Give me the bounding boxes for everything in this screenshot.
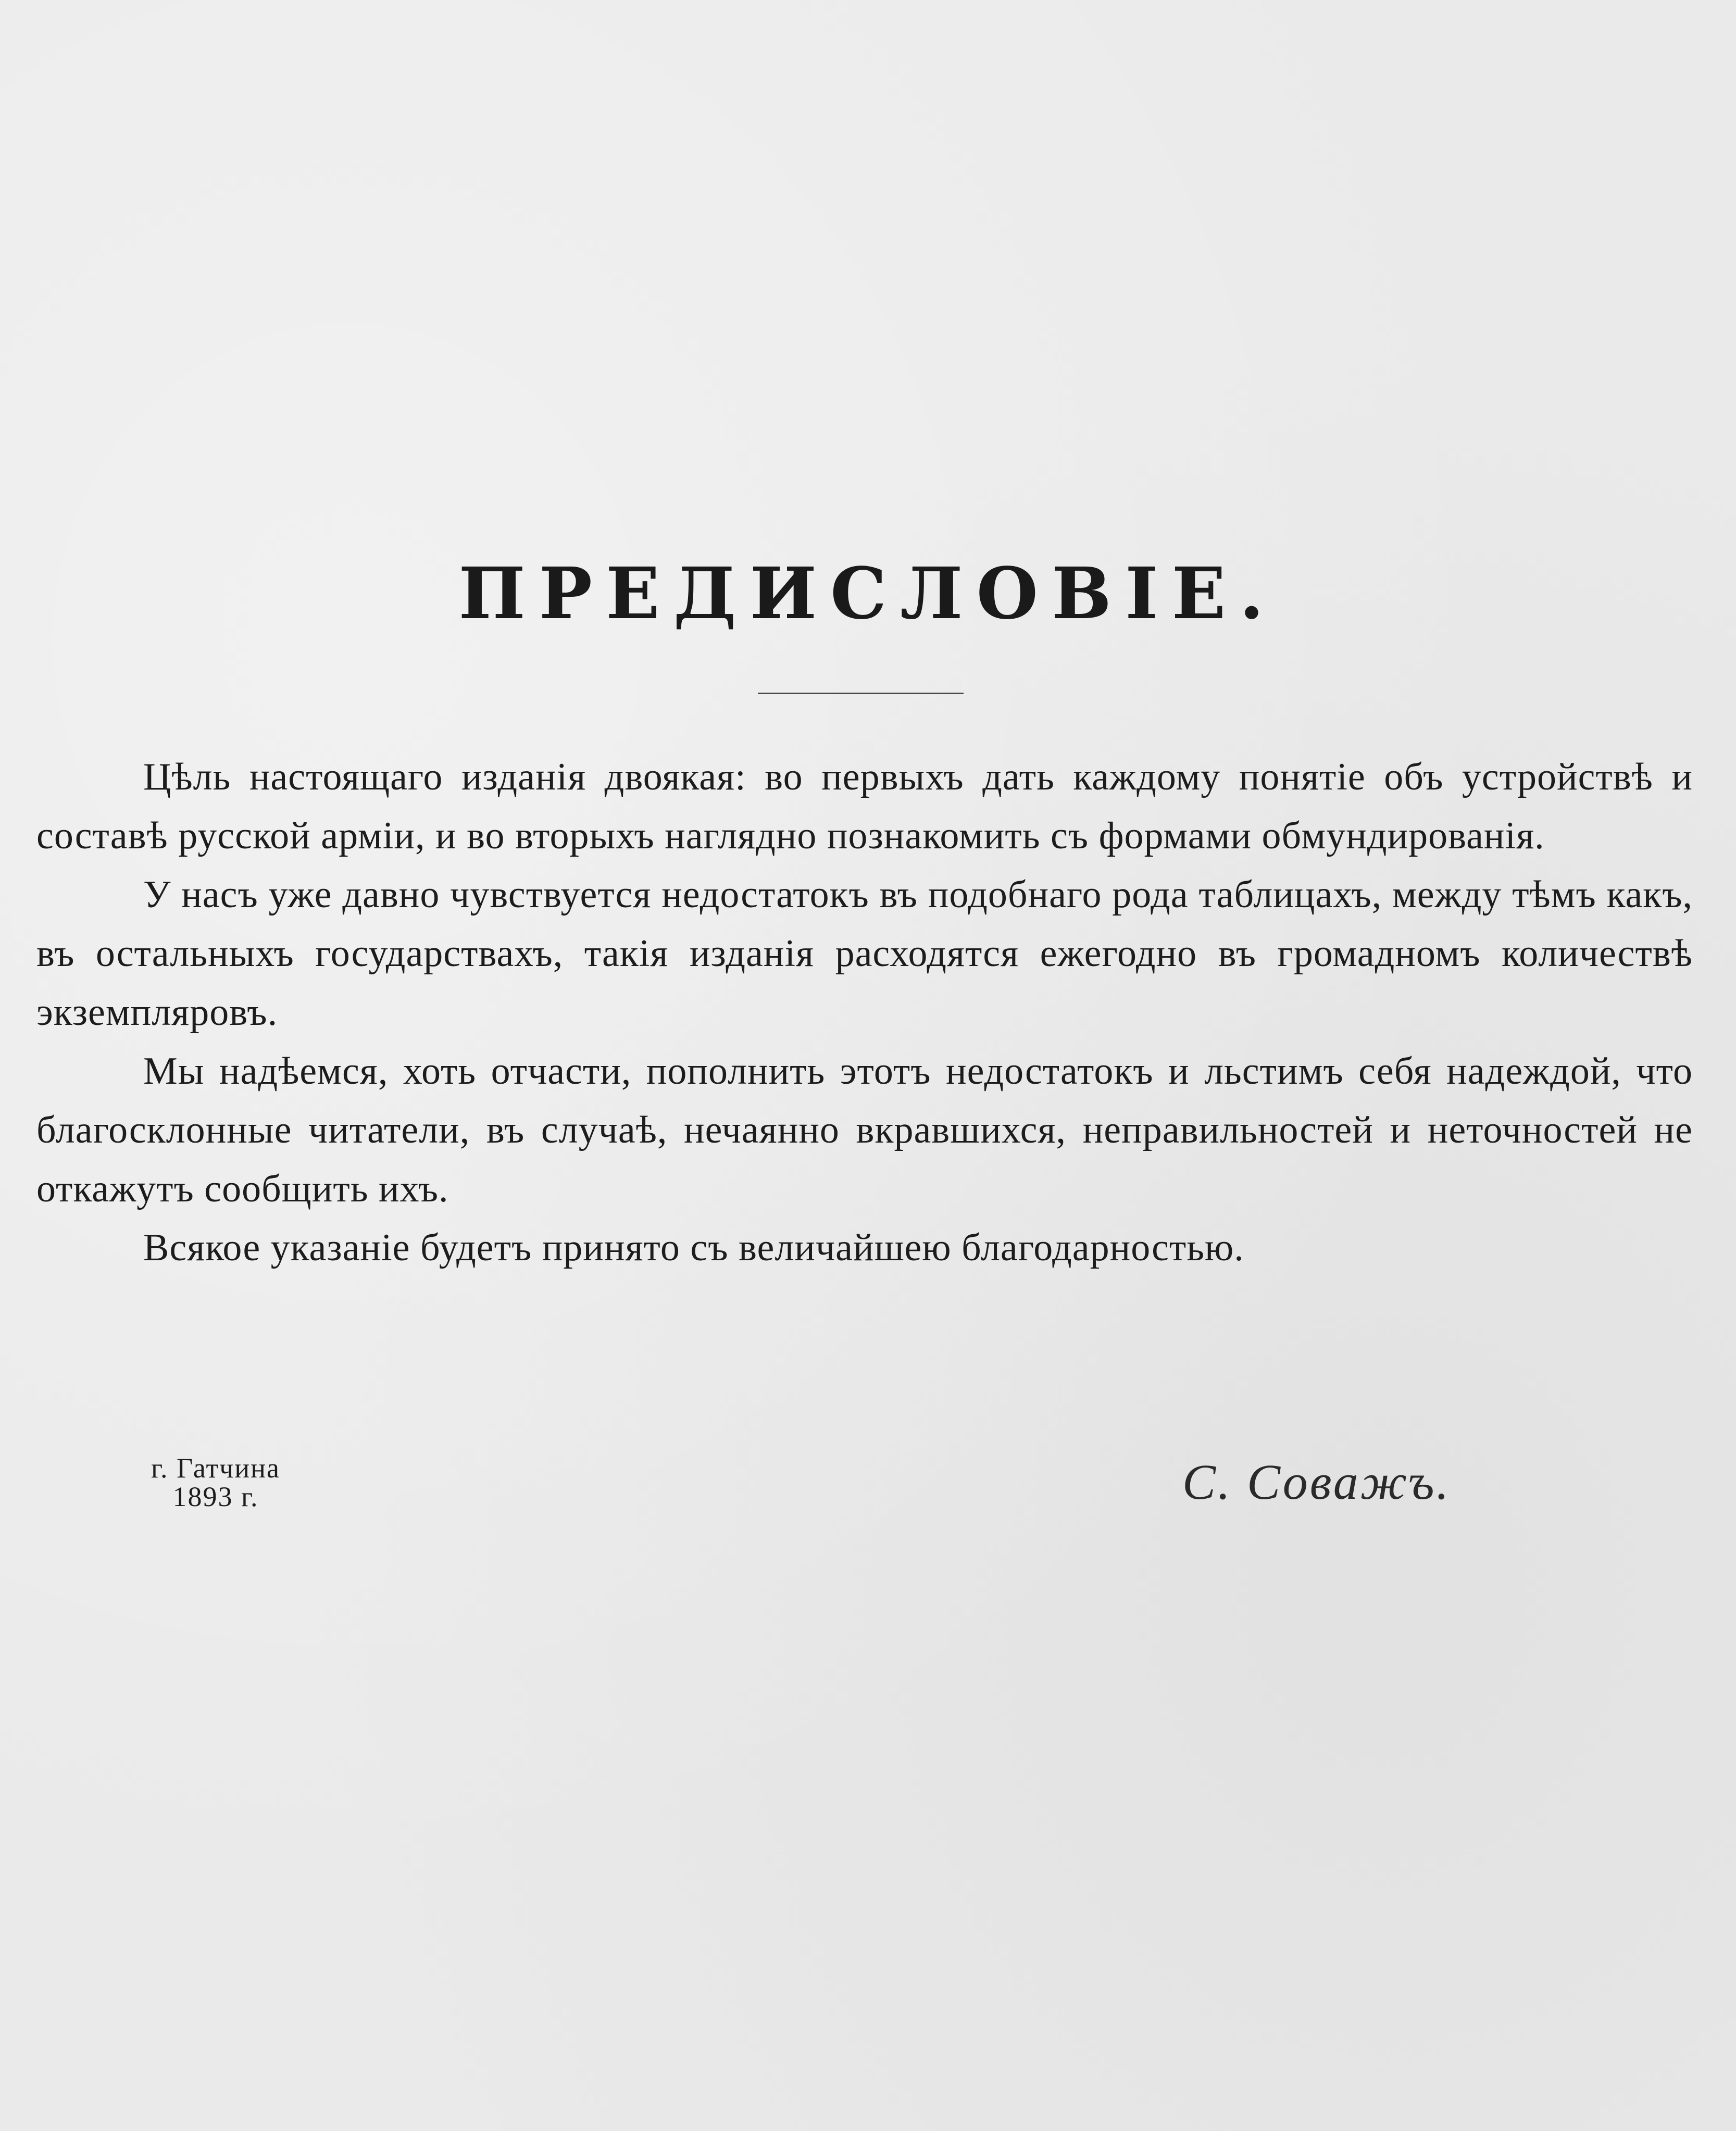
- place: г. Гатчина: [151, 1452, 281, 1484]
- place-date-block: [151, 1454, 280, 1511]
- page-title: ПРЕДИСЛОВІЕ.: [458, 552, 1278, 635]
- paragraph-1: Цѣль настоящаго изданія двоякая: во первыхъ дать каждому понятіе объ устройствѣ и составѣ русской арміи, и во вторыхъ наглядно познакомить съ формами обмундированія.: [36, 756, 1693, 857]
- year: 1893 г.: [172, 1481, 259, 1512]
- paragraph-2: У насъ уже давно чувствуется недостатокъ въ подобнаго рода таблицахъ, между тѣмъ какъ, въ остальныхъ государствахъ, такія изданія расходятся ежегодно въ громадномъ количествѣ экземпляровъ.: [36, 873, 1693, 1034]
- author-signature: С. Соважъ.: [1182, 1454, 1451, 1510]
- paragraph-4: Всякое указаніе будетъ принято съ величайшею благодарностью.: [143, 1226, 1244, 1269]
- title-divider: [758, 693, 964, 694]
- paragraph-3: Мы надѣемся, хоть отчасти, пополнить этотъ недостатокъ и льстимъ себя надеждой, что благосклонные читатели, въ случаѣ, нечаянно вкравшихся, неправильностей и неточностей не откажутъ сообщить ихъ.: [36, 1050, 1693, 1210]
- preface-body: [36, 748, 1693, 1277]
